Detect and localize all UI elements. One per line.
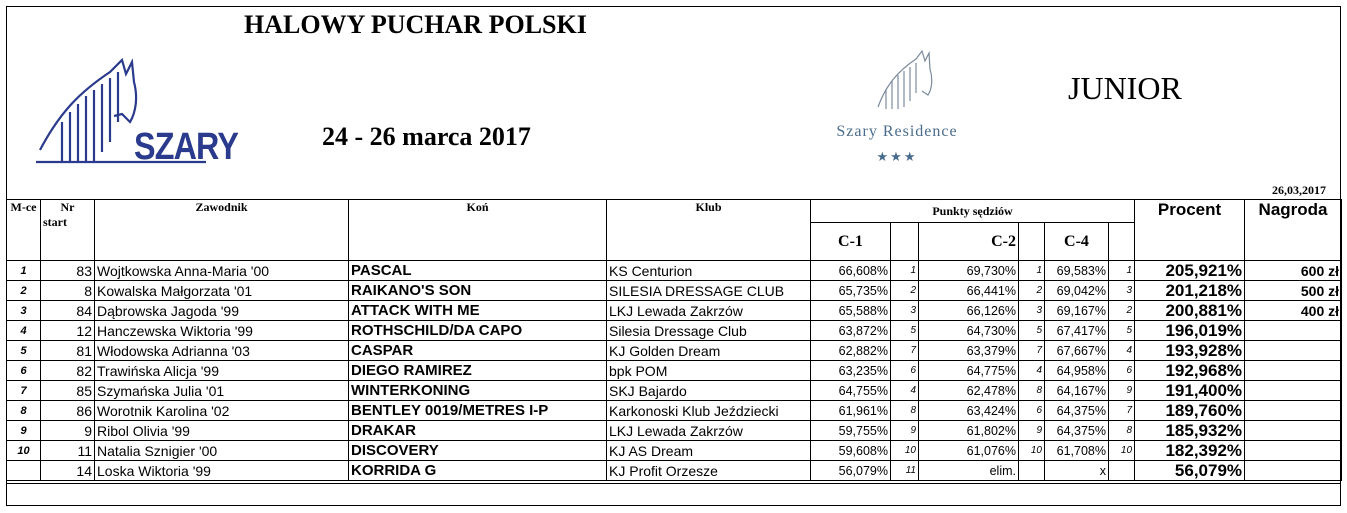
cell-c2-rank: 10 [1019,441,1045,461]
cell-prize [1245,381,1342,401]
cell-horse: RAIKANO'S SON [349,281,607,301]
cell-club: Karkonoski Klub Jeździecki [607,401,811,421]
cell-c2-score: 64,775% [919,361,1019,381]
cell-c1-score: 65,588% [811,301,891,321]
cell-rider: Worotnik Karolina '02 [95,401,349,421]
cell-c4-score: 61,708% [1045,441,1109,461]
cell-c1-score: 59,755% [811,421,891,441]
cell-c2-rank: 7 [1019,341,1045,361]
cell-c1-rank: 2 [891,281,919,301]
col-rider: Zawodnik [95,200,349,261]
event-title: HALOWY PUCHAR POLSKI [244,10,587,39]
cell-place: 4 [7,321,41,341]
cell-place: 1 [7,261,41,281]
cell-c4-score: 64,375% [1045,421,1109,441]
cell-place: 7 [7,381,41,401]
cell-prize: 500 zł [1245,281,1342,301]
cell-club: bpk POM [607,361,811,381]
cell-horse: WINTERKONING [349,381,607,401]
cell-c1-score: 65,735% [811,281,891,301]
cell-c2-rank: 1 [1019,261,1045,281]
cell-horse: KORRIDA G [349,461,607,481]
cell-c1-score: 62,882% [811,341,891,361]
cell-c4-score: 64,375% [1045,401,1109,421]
cell-percent: 189,760% [1135,401,1245,421]
cell-c2-score: 63,379% [919,341,1019,361]
cell-percent: 205,921% [1135,261,1245,281]
cell-c1-rank: 3 [891,301,919,321]
col-club: Klub [607,200,811,261]
col-nr-line2: start [43,215,67,229]
cell-prize [1245,441,1342,461]
cell-start-number: 86 [41,401,95,421]
cell-c4-rank: 4 [1109,341,1135,361]
cell-rider: Wojtkowska Anna-Maria '00 [95,261,349,281]
cell-start-number: 83 [41,261,95,281]
cell-percent: 200,881% [1135,301,1245,321]
col-c4: C-4 [1045,223,1109,261]
cell-c4-score: 69,583% [1045,261,1109,281]
cell-c1-score: 64,755% [811,381,891,401]
cell-c1-rank: 7 [891,341,919,361]
cell-place: 2 [7,281,41,301]
cell-c2-score: elim. [919,461,1019,481]
cell-c1-rank: 11 [891,461,919,481]
cell-c4-score: 67,417% [1045,321,1109,341]
col-horse: Koń [349,200,607,261]
cell-c2-score: 66,126% [919,301,1019,321]
header-row [7,200,1342,223]
residence-horse-icon [812,45,982,125]
cell-prize: 400 zł [1245,301,1342,321]
cell-c2-rank: 4 [1019,361,1045,381]
cell-c4-rank: 2 [1109,301,1135,321]
cell-percent: 182,392% [1135,441,1245,461]
table-row [7,341,1342,361]
cell-club: LKJ Lewada Zakrzów [607,301,811,321]
cell-c2-rank: 2 [1019,281,1045,301]
cell-prize [1245,361,1342,381]
cell-place: 5 [7,341,41,361]
cell-horse: DIEGO RAMIREZ [349,361,607,381]
cell-prize [1245,321,1342,341]
cell-c4-score: 69,167% [1045,301,1109,321]
cell-horse: DISCOVERY [349,441,607,461]
col-c2: C-2 [919,223,1019,261]
cell-percent: 191,400% [1135,381,1245,401]
cell-start-number: 12 [41,321,95,341]
cell-rider: Natalia Sznigier '00 [95,441,349,461]
cell-place: 6 [7,361,41,381]
cell-rider: Szymańska Julia '01 [95,381,349,401]
col-place: M-ce [7,200,41,261]
table-row [7,301,1342,321]
cell-c4-score: x [1045,461,1109,481]
document-date: 26,03,2017 [1272,183,1326,197]
table-row [7,261,1342,281]
col-judges: Punkty sędziów [811,200,1135,223]
table-row [7,281,1342,301]
cell-horse: ROTHSCHILD/DA CAPO [349,321,607,341]
table-row [7,461,1342,481]
cell-rider: Kowalska Małgorzata '01 [95,281,349,301]
cell-percent: 193,928% [1135,341,1245,361]
cell-club: KJ Profit Orzesze [607,461,811,481]
cell-rider: Ribol Olivia '99 [95,421,349,441]
table-row [7,321,1342,341]
cell-c2-rank: 3 [1019,301,1045,321]
cell-c2-score: 66,441% [919,281,1019,301]
cell-place: 3 [7,301,41,321]
cell-place: 8 [7,401,41,421]
cell-c4-rank: 8 [1109,421,1135,441]
col-c2-rank [1019,223,1045,261]
cell-club: SILESIA DRESSAGE CLUB [607,281,811,301]
table-row [7,361,1342,381]
cell-c4-score: 64,958% [1045,361,1109,381]
cell-rider: Loska Wiktoria '99 [95,461,349,481]
cell-rider: Dąbrowska Jagoda '99 [95,301,349,321]
cell-club: KS Centurion [607,261,811,281]
category-label: JUNIOR [1068,70,1182,106]
cell-rider: Hanczewska Wiktoria '99 [95,321,349,341]
cell-c4-score: 67,667% [1045,341,1109,361]
cell-club: KJ Golden Dream [607,341,811,361]
cell-horse: PASCAL [349,261,607,281]
cell-c2-rank: 5 [1019,321,1045,341]
cell-club: Silesia Dressage Club [607,321,811,341]
cell-c2-score: 64,730% [919,321,1019,341]
cell-c4-rank: 10 [1109,441,1135,461]
cell-percent: 56,079% [1135,461,1245,481]
cell-c4-rank: 1 [1109,261,1135,281]
cell-c1-rank: 6 [891,361,919,381]
cell-rider: Trawińska Alicja '99 [95,361,349,381]
col-nr [41,200,95,261]
cell-c1-rank: 9 [891,421,919,441]
cell-percent: 192,968% [1135,361,1245,381]
cell-prize [1245,401,1342,421]
table-row [7,381,1342,401]
szary-logo-text: SZARY [134,126,239,168]
cell-start-number: 82 [41,361,95,381]
col-percent: Procent [1135,200,1245,261]
col-nr-line1: Nr [60,200,75,214]
results-table [6,199,1342,481]
cell-c4-rank: 5 [1109,321,1135,341]
cell-place: 9 [7,421,41,441]
cell-prize [1245,341,1342,361]
cell-c2-rank [1019,461,1045,481]
cell-club: KJ AS Dream [607,441,811,461]
cell-c1-rank: 4 [891,381,919,401]
cell-place: 10 [7,441,41,461]
cell-horse: ATTACK WITH ME [349,301,607,321]
cell-start-number: 85 [41,381,95,401]
cell-place [7,461,41,481]
cell-c4-score: 64,167% [1045,381,1109,401]
cell-c1-rank: 1 [891,261,919,281]
cell-rider: Włodowska Adrianna '03 [95,341,349,361]
table-row [7,421,1342,441]
cell-prize [1245,421,1342,441]
cell-c1-score: 66,608% [811,261,891,281]
footer-divider [6,483,1341,484]
cell-c4-rank: 9 [1109,381,1135,401]
cell-c2-score: 61,076% [919,441,1019,461]
cell-club: SKJ Bajardo [607,381,811,401]
residence-stars: ★★★ [876,149,918,164]
col-c1-rank [891,223,919,261]
szary-residence-logo [812,45,982,171]
cell-c1-score: 63,235% [811,361,891,381]
cell-prize: 600 zł [1245,261,1342,281]
cell-c4-rank: 7 [1109,401,1135,421]
cell-c2-rank: 9 [1019,421,1045,441]
cell-c1-score: 61,961% [811,401,891,421]
table-row [7,441,1342,461]
cell-c4-rank [1109,461,1135,481]
cell-c2-score: 62,478% [919,381,1019,401]
cell-start-number: 9 [41,421,95,441]
cell-percent: 201,218% [1135,281,1245,301]
cell-horse: CASPAR [349,341,607,361]
residence-logo-text: Szary Residence [836,123,958,140]
cell-c1-rank: 5 [891,321,919,341]
cell-percent: 196,019% [1135,321,1245,341]
event-dates: 24 - 26 marca 2017 [322,122,531,151]
cell-c2-score: 61,802% [919,421,1019,441]
cell-c1-rank: 8 [891,401,919,421]
cell-c4-rank: 6 [1109,361,1135,381]
col-c4-rank [1109,223,1135,261]
szary-logo [30,52,239,178]
col-c1: C-1 [811,223,891,261]
cell-club: LKJ Lewada Zakrzów [607,421,811,441]
cell-horse: DRAKAR [349,421,607,441]
cell-c4-rank: 3 [1109,281,1135,301]
col-prize: Nagroda [1245,200,1342,261]
cell-start-number: 8 [41,281,95,301]
cell-prize [1245,461,1342,481]
cell-start-number: 11 [41,441,95,461]
table-row [7,401,1342,421]
cell-c2-rank: 6 [1019,401,1045,421]
cell-c2-rank: 8 [1019,381,1045,401]
cell-start-number: 84 [41,301,95,321]
cell-c1-rank: 10 [891,441,919,461]
cell-c1-score: 63,872% [811,321,891,341]
cell-percent: 185,932% [1135,421,1245,441]
cell-start-number: 81 [41,341,95,361]
cell-c4-score: 69,042% [1045,281,1109,301]
cell-c2-score: 63,424% [919,401,1019,421]
cell-horse: BENTLEY 0019/METRES I-P [349,401,607,421]
cell-c2-score: 69,730% [919,261,1019,281]
cell-c1-score: 56,079% [811,461,891,481]
cell-start-number: 14 [41,461,95,481]
cell-c1-score: 59,608% [811,441,891,461]
